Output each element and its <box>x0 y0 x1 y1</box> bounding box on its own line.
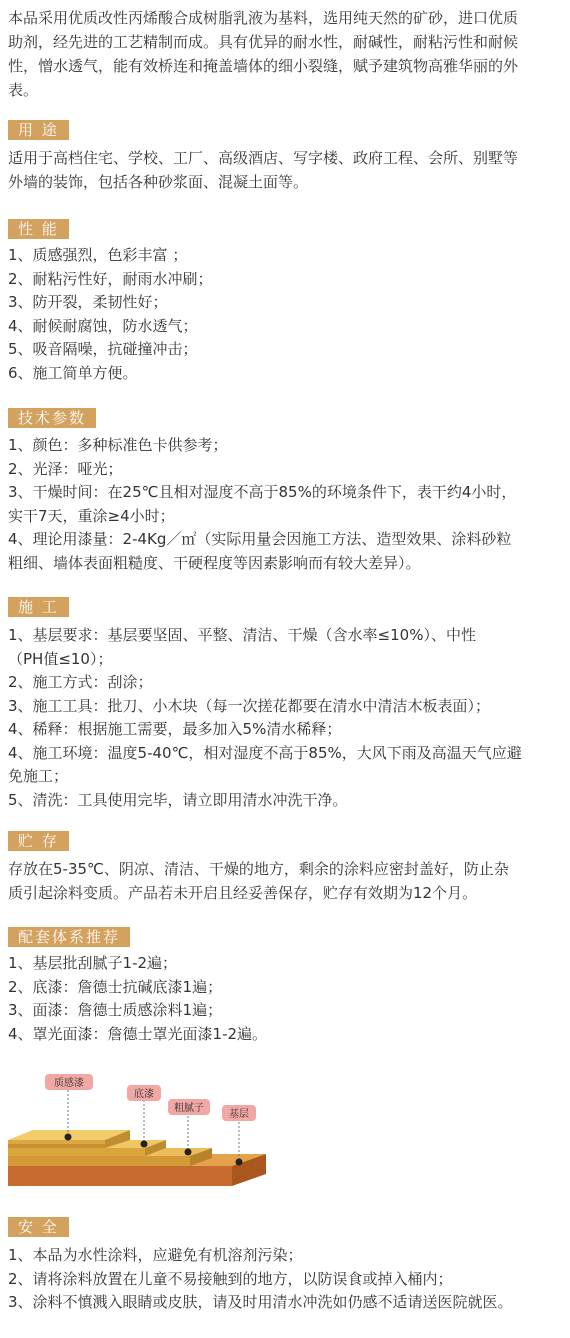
intro-line: 性，憎水透气，能有效桥连和掩盖墙体的细小裂缝，赋予建筑物高雅华丽的外 <box>8 57 519 75</box>
list-item: 4、理论用漆量：2-4Kg／㎡（实际用量会因施工方法、造型效果、涂料砂粒 <box>8 530 512 548</box>
intro-line: 表。 <box>8 81 39 99</box>
list-item: 2、施工方式：刮涂； <box>8 673 153 691</box>
tag-texture-label: 质感漆 <box>54 1078 84 1089</box>
list-item: 3、涂料不慎溅入眼睛或皮肤，请及时用清水冲洗如仍感不适请送医院就医。 <box>8 1293 513 1311</box>
list-item: 免施工； <box>8 767 69 785</box>
list-item: 2、光泽：哑光； <box>8 459 123 478</box>
intro-line: 本品采用优质改性丙烯酸合成树脂乳液为基料，选用纯天然的矿砂，进口优质 <box>8 9 519 27</box>
list-item: 4、罩光面漆：詹德士罩光面漆1-2遍。 <box>8 1024 268 1043</box>
specs-list <box>8 434 564 575</box>
list-item: 6、施工简单方便。 <box>8 363 138 382</box>
list-item: 3、施工工具：批刀、小木块（每一次搓花都要在清水中清洁木板表面）； <box>8 696 491 715</box>
list-item: 1、本品为水性涂料，应避免有机溶剂污染； <box>8 1246 303 1264</box>
section-title-specs: 技术参数 <box>8 408 96 428</box>
list-item: 1、颜色：多种标准色卡供参考； <box>8 436 228 454</box>
texture-layer-stripe <box>8 1144 105 1148</box>
anchor-dot-texture <box>65 1134 72 1141</box>
section-title-performance: 性 能 <box>8 219 69 239</box>
safety-list <box>8 1244 564 1315</box>
list-item: 2、耐粘污性好，耐雨水冲刷； <box>8 269 213 288</box>
list-item: 4、稀释：根据施工需要，最多加入5%清水稀释； <box>8 720 342 738</box>
list-item: 2、请将涂料放置在儿童不易接触到的地方，以防误食或掉入桶内； <box>8 1269 453 1288</box>
list-item: 4、耐候耐腐蚀，防水透气； <box>8 316 198 335</box>
list-item: 2、底漆：詹德士抗碱底漆1遍； <box>8 977 223 996</box>
anchor-dot-base <box>236 1159 243 1166</box>
section-title-usage: 用 途 <box>8 120 69 140</box>
list-item: 5、吸音隔噪，抗碰撞冲击； <box>8 340 198 358</box>
coating-layer-diagram <box>0 1064 570 1196</box>
system-list <box>8 952 564 1046</box>
list-item: 3、面漆：詹德士质感涂料1遍； <box>8 1001 223 1019</box>
section-title-safety: 安 全 <box>8 1217 69 1237</box>
intro-line: 助剂，经先进的工艺精制而成。具有优异的耐水性，耐碱性，耐粘污性和耐候 <box>8 33 519 51</box>
putty-layer-front <box>8 1156 190 1166</box>
anchor-dot-primer <box>141 1141 148 1148</box>
list-item: 4、施工环境：温度5-40℃，相对湿度不高于85%，大风下雨及高温天气应避 <box>8 743 522 762</box>
list-item: 1、基层要求：基层要坚固、平整、清洁、干燥（含水率≤10%）、中性 <box>8 626 476 644</box>
list-item: 5、清洗：工具使用完毕，请立即用清水冲洗干净。 <box>8 790 348 809</box>
storage-line: 质引起涂料变质。产品若未开启且经妥善保存，贮存有效期为12个月。 <box>8 884 478 902</box>
storage-text <box>8 857 564 905</box>
usage-text <box>8 146 564 194</box>
usage-line: 外墙的装饰，包括各种砂浆面、混凝土面等。 <box>8 173 309 191</box>
section-title-construction: 施 工 <box>8 597 69 617</box>
list-item: 3、干燥时间：在25℃且相对湿度不高于85%的环境条件下，表干约4小时， <box>8 483 517 501</box>
list-item: 实干7天，重涂≥4小时； <box>8 506 175 525</box>
anchor-dot-putty <box>185 1149 192 1156</box>
intro-paragraph <box>8 6 564 102</box>
base-slab-front <box>8 1166 232 1186</box>
section-title-storage: 贮 存 <box>8 831 69 851</box>
construction-list <box>8 624 564 812</box>
list-item: 1、基层批刮腻子1-2遍； <box>8 954 178 972</box>
list-item: （PH值≤10）； <box>8 649 113 668</box>
list-item: 3、防开裂，柔韧性好； <box>8 293 168 311</box>
list-item: 粗细、墙体表面粗糙度、干硬程度等因素影响而有较大差异）。 <box>8 553 421 572</box>
performance-list <box>8 244 564 385</box>
primer-layer-front <box>8 1148 145 1156</box>
section-title-system: 配套体系推荐 <box>8 927 130 947</box>
usage-line: 适用于高档住宅、学校、工厂、高级酒店、写字楼、政府工程、会所、别墅等 <box>8 149 519 167</box>
list-item: 1、质感强烈，色彩丰富 ； <box>8 246 188 264</box>
storage-line: 存放在5-35℃、阴凉、清洁、干燥的地方，剩余的涂料应密封盖好，防止杂 <box>8 860 509 878</box>
tag-base-label: 基层 <box>229 1109 249 1120</box>
tag-putty-label: 粗腻子 <box>174 1103 204 1114</box>
tag-primer-label: 底漆 <box>134 1089 154 1100</box>
